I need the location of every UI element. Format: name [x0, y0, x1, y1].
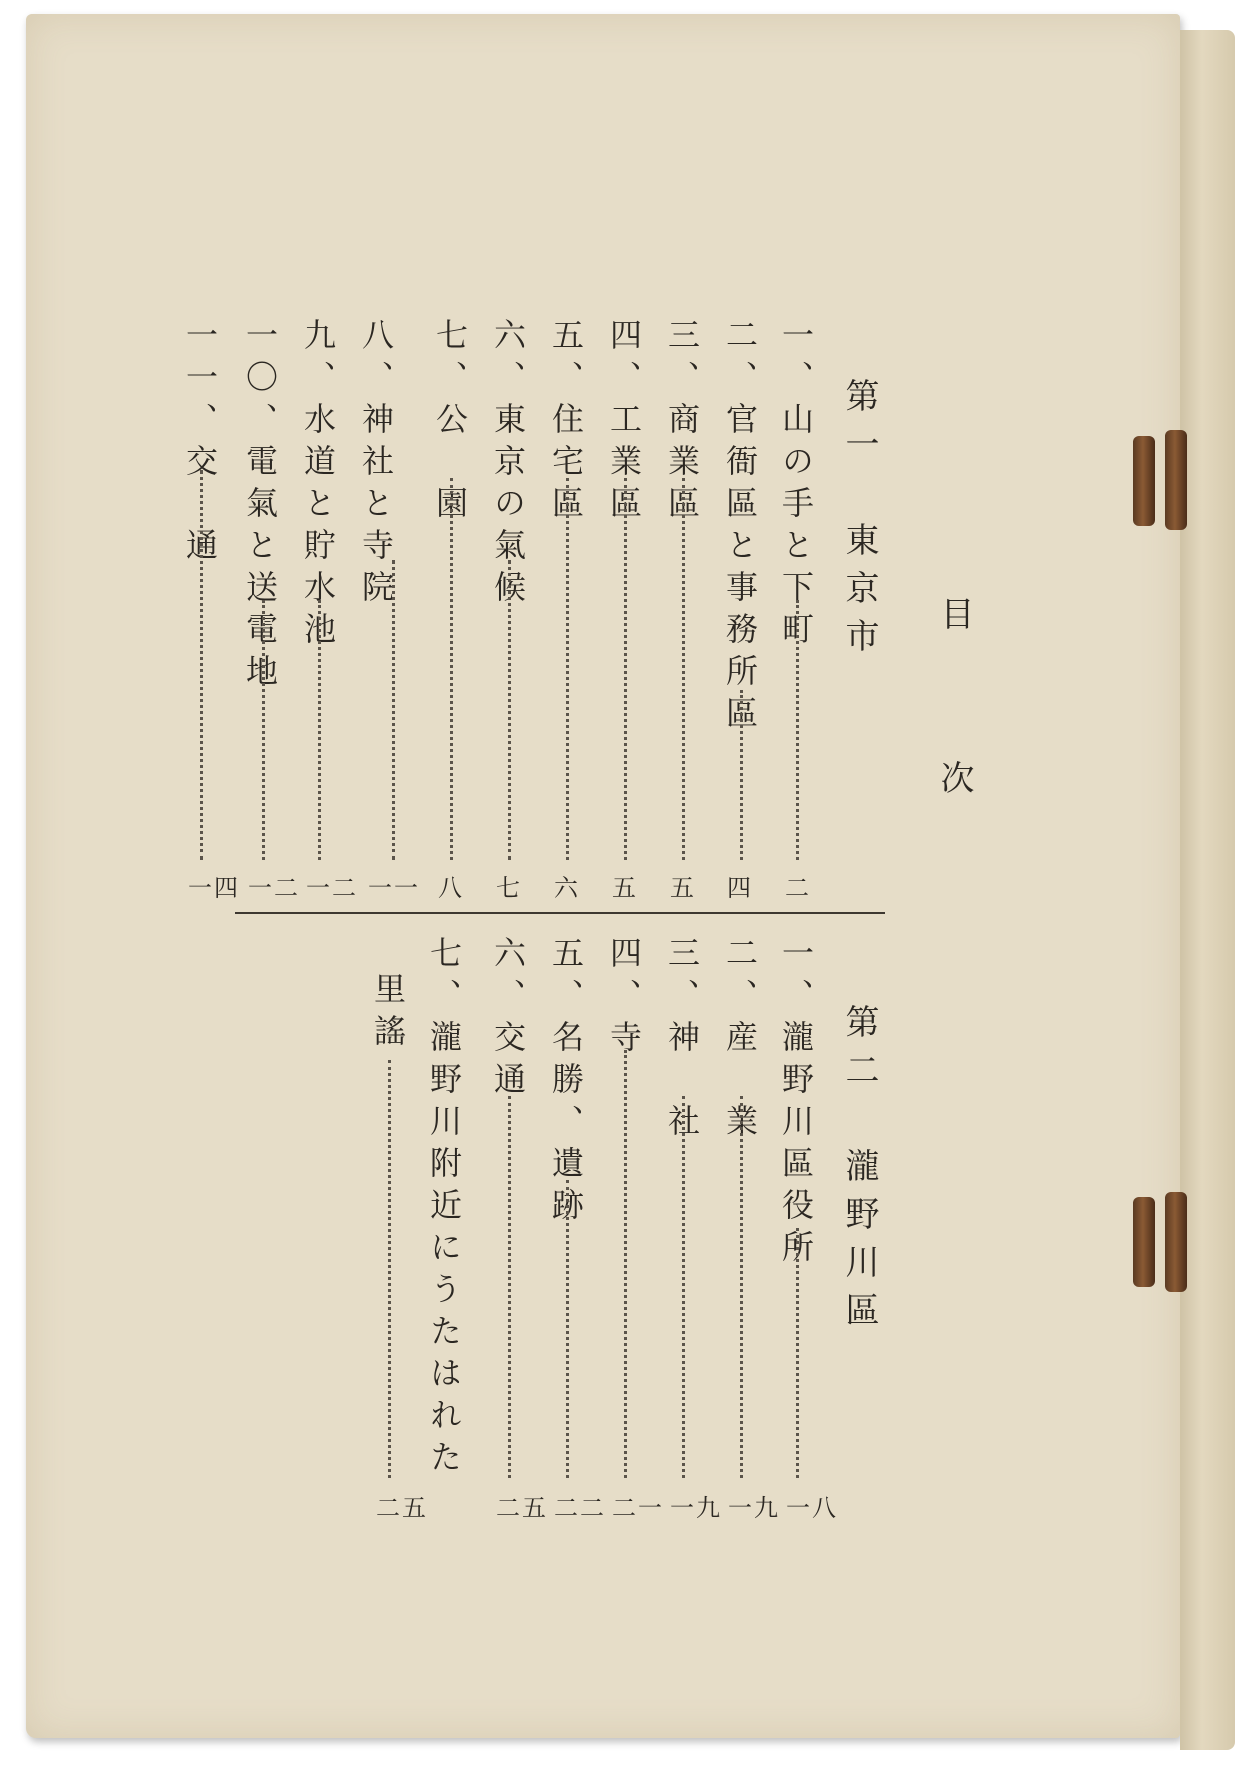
toc-entry-page: 一二: [306, 874, 358, 902]
leader-dots: [318, 600, 321, 860]
toc-entry-label: 六、東京の氣候: [489, 318, 527, 612]
toc-entry-page: 二五: [376, 1494, 428, 1522]
staple-icon: [1165, 430, 1187, 530]
part1-heading: 第一 東京市: [839, 378, 879, 666]
toc-entry-page: 一九: [670, 1494, 722, 1522]
staple-icon: [1133, 436, 1155, 526]
toc-entry-page: 六: [554, 874, 580, 902]
toc-entry-page: 四: [727, 874, 753, 902]
leader-dots: [508, 560, 511, 860]
toc-entry-label: 六、交通: [489, 936, 527, 1104]
staple-icon: [1133, 1197, 1155, 1287]
part2-heading: 第二 瀧野川區: [839, 1004, 879, 1340]
page-edge: [1180, 30, 1235, 1750]
toc-title-char: 次: [934, 760, 974, 794]
toc-entry-page: 一九: [728, 1494, 780, 1522]
staple-icon: [1165, 1192, 1187, 1292]
leader-dots: [508, 1096, 511, 1478]
toc-entry-page: 一四: [188, 874, 240, 902]
leader-dots: [682, 478, 685, 860]
toc-entry-label: 里謠: [369, 972, 407, 1056]
toc-entry-page: 二: [785, 874, 811, 902]
toc-entry-label: 七、公 園: [431, 318, 469, 528]
toc-entry-label: 二、官衙區と事務所區: [721, 318, 759, 738]
leader-dots: [566, 1180, 569, 1478]
leader-dots: [566, 478, 569, 860]
toc-entry-page: 五: [670, 874, 696, 902]
toc-entry-label: 四、工業區: [605, 318, 643, 528]
toc-entry-page: 一八: [786, 1494, 838, 1522]
toc-entry-page: 八: [438, 874, 464, 902]
toc-entry-label: 八、神社と寺院: [357, 318, 395, 612]
toc-entry-label: 九、水道と貯水池: [299, 318, 337, 654]
leader-dots: [682, 1096, 685, 1478]
toc-entry-label: 三、商業區: [663, 318, 701, 528]
leader-dots: [624, 478, 627, 860]
toc-entry-label: 一、瀧野川區役所: [777, 936, 815, 1272]
leader-dots: [388, 1060, 391, 1478]
toc-entry-label: 三、神 社: [663, 936, 701, 1146]
leader-dots: [450, 478, 453, 860]
leader-dots: [796, 600, 799, 860]
toc-entry-page: 五: [612, 874, 638, 902]
leader-dots: [796, 1228, 799, 1478]
toc-entry-page: 一二: [248, 874, 300, 902]
toc-entry-label: 一一、交 通: [181, 318, 219, 570]
toc-entry-label: 四、寺: [605, 936, 643, 1062]
toc-entry-label: 二、産 業: [721, 936, 759, 1146]
toc-entry-page: 二五: [496, 1494, 548, 1522]
toc-entry-page: 二一: [612, 1494, 664, 1522]
toc-entry-page: 七: [496, 874, 522, 902]
leader-dots: [740, 690, 743, 860]
leader-dots: [740, 1096, 743, 1478]
leader-dots: [262, 600, 265, 860]
leader-dots: [624, 1050, 627, 1478]
leader-dots: [392, 560, 395, 860]
toc-entry-label: 一、山の手と下町: [777, 318, 815, 654]
toc-entry-page: 一一: [368, 874, 420, 902]
toc-title-char: 目: [934, 596, 974, 630]
toc-entry-label: 一〇、電氣と送電地: [241, 318, 279, 696]
toc-entry-page: 二二: [554, 1494, 606, 1522]
toc-entry-label: 五、住宅區: [547, 318, 585, 528]
toc-entry-label: 七、瀧野川附近にうたはれた: [425, 936, 463, 1482]
section-divider: [235, 912, 885, 914]
leader-dots: [200, 470, 203, 860]
toc-entry-label: 五、名勝、遺跡: [547, 936, 585, 1230]
